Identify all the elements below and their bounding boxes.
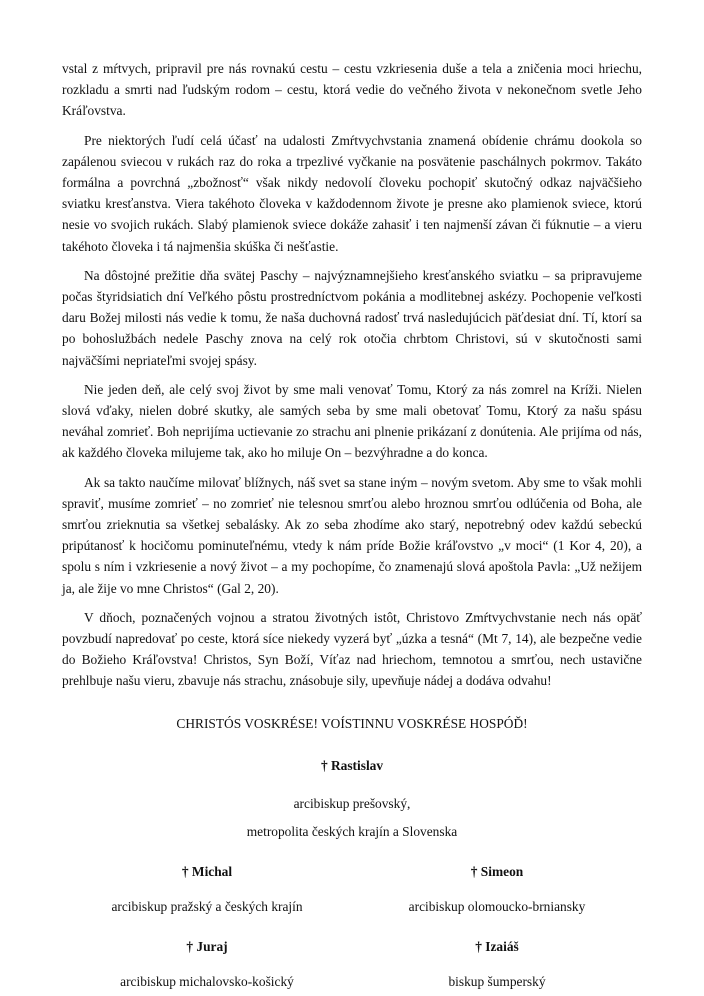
signatory-name: † Rastislav xyxy=(320,757,384,773)
signatory-title: arcibiskup olomoucko-brniansky xyxy=(408,898,586,914)
document-page xyxy=(62,58,642,992)
paragraph-2: Pre niektorých ľudí celá účasť na udalosti Zmŕtvychvstania znamená obídenie chrámu dookola so zapálenou sviecou v rukách raz do roka a trpezlivé vyčkanie na posvätenie paschálnych pokrmov. Takáto formálna a povrchná „zbožnosť“ však nikdy nedovolí človeku pochopiť skutočný odkaz najväčšieho sviatku kresťanstva. Viera takéhoto človeka v každodennom živote je presne ako plamienok sviece, ktorú nesie vo svojich rukách. Slabý plamienok sviece dokáže zahasiť i ten najmenší závan či fúknutie – a vieru takéhoto človeka i tá najmenšia skúška či nešťastie. xyxy=(62,132,642,254)
signatory-title: biskup šumperský xyxy=(448,973,546,989)
paragraph-5: Ak sa takto naučíme milovať blížnych, náš svet sa stane iným – novým svetom. Aby sme to však mohli spraviť, musíme zomrieť – no zomrieť nie telesnou smrťou alebo hroznou smrťou odlúčenia od Boha, ale smrťou zrieknutia sa všetkej sebalásky. Ak zo seba zhodíme ako starý, nepotrebný odev každú sebeckú pripútanosť k hocičomu pominuteľnému, vtedy k nám príde Božie kráľovstvo „v moci“ (1 Kor 4, 20), a spolu s ním i vzkriesenie a nový život – a my pochopíme, čo znamenajú slová apoštola Pavla: „Už nežijem ja, ale žije vo mne Christos“ (Gal 2, 20). xyxy=(62,474,642,596)
signature-row xyxy=(62,862,642,917)
signatory-name: † Michal xyxy=(181,863,233,879)
signatory-title: arcibiskup pražský a českých krajín xyxy=(111,898,303,914)
signatory-name: † Izaiáš xyxy=(475,938,519,954)
paragraph-4: Nie jeden deň, ale celý svoj život by sme mali venovať Tomu, Ktorý za nás zomrel na Kríži. Nielen slová vďaky, nielen dobré skutky, ale samých seba by sme mali obetovať Tomu, Ktorý za našu spásu neváhal zomrieť. Boh neprijíma uctievanie zo strachu ani plnenie prikázaní z donútenia. Ale prijíma od nás, ak každého človeka milujeme tak, ako ho miluje On – bezvýhradne a do konca. xyxy=(62,381,642,461)
signature-block xyxy=(62,937,352,992)
signature-row xyxy=(62,937,642,992)
signature-block xyxy=(352,937,642,992)
signature-block xyxy=(62,862,352,917)
signatory-name: † Juraj xyxy=(186,938,228,954)
paschal-greeting: CHRISTÓS VOSKRÉSE! VOÍSTINNU VOSKRÉSE HOSPÓĎ! xyxy=(176,715,528,731)
signature-block xyxy=(352,862,642,917)
signature-primate xyxy=(62,756,642,842)
signatory-title: arcibiskup michalovsko-košický xyxy=(120,973,294,989)
paragraph-3: Na dôstojné prežitie dňa svätej Paschy – najvýznamnejšieho kresťanského sviatku – sa pripravujeme počas štyridsiatich dní Veľkého pôstu prostredníctvom pokánia a modlitebnej askézy. Pochopenie veľkosti daru Božej milosti nás vedie k tomu, že naša duchovná radosť trvá nasledujúcich päťdesiat dní. Tí, ktorí sa po bohoslužbách nedele Paschy znova na celý rok otočia chrbtom Christovi, sú v skutočnosti sami najväčšími nepriateľmi svojej spásy. xyxy=(62,267,642,368)
signatory-title: metropolita českých krajín a Slovenska xyxy=(246,823,458,839)
signatory-title: arcibiskup prešovský, xyxy=(293,795,411,811)
paragraph-6: V dňoch, poznačených vojnou a stratou životných istôt, Christovo Zmŕtvychvstanie nech nás opäť povzbudí napredovať po ceste, ktorá síce niekedy vyzerá byť „úzka a tesná“ (Mt 7, 14), ale bezpečne vedie do Božieho Kráľovstva! Christos, Syn Boží, Víťaz nad hriechom, temnotou a smrťou, nech ustavične prehlbuje našu vieru, zbavuje nás strachu, znásobuje sily, upevňuje nádej a dodáva odvahu! xyxy=(62,609,642,689)
paragraph-1: vstal z mŕtvych, pripravil pre nás rovnakú cestu – cestu vzkriesenia duše a tela a zničenia moci hriechu, rozkladu a smrti nad ľudským rodom – cestu, ktorá vedie do večného života v nekonečnom svetle Jeho Kráľovstva. xyxy=(62,61,642,119)
signatory-name: † Simeon xyxy=(470,863,524,879)
